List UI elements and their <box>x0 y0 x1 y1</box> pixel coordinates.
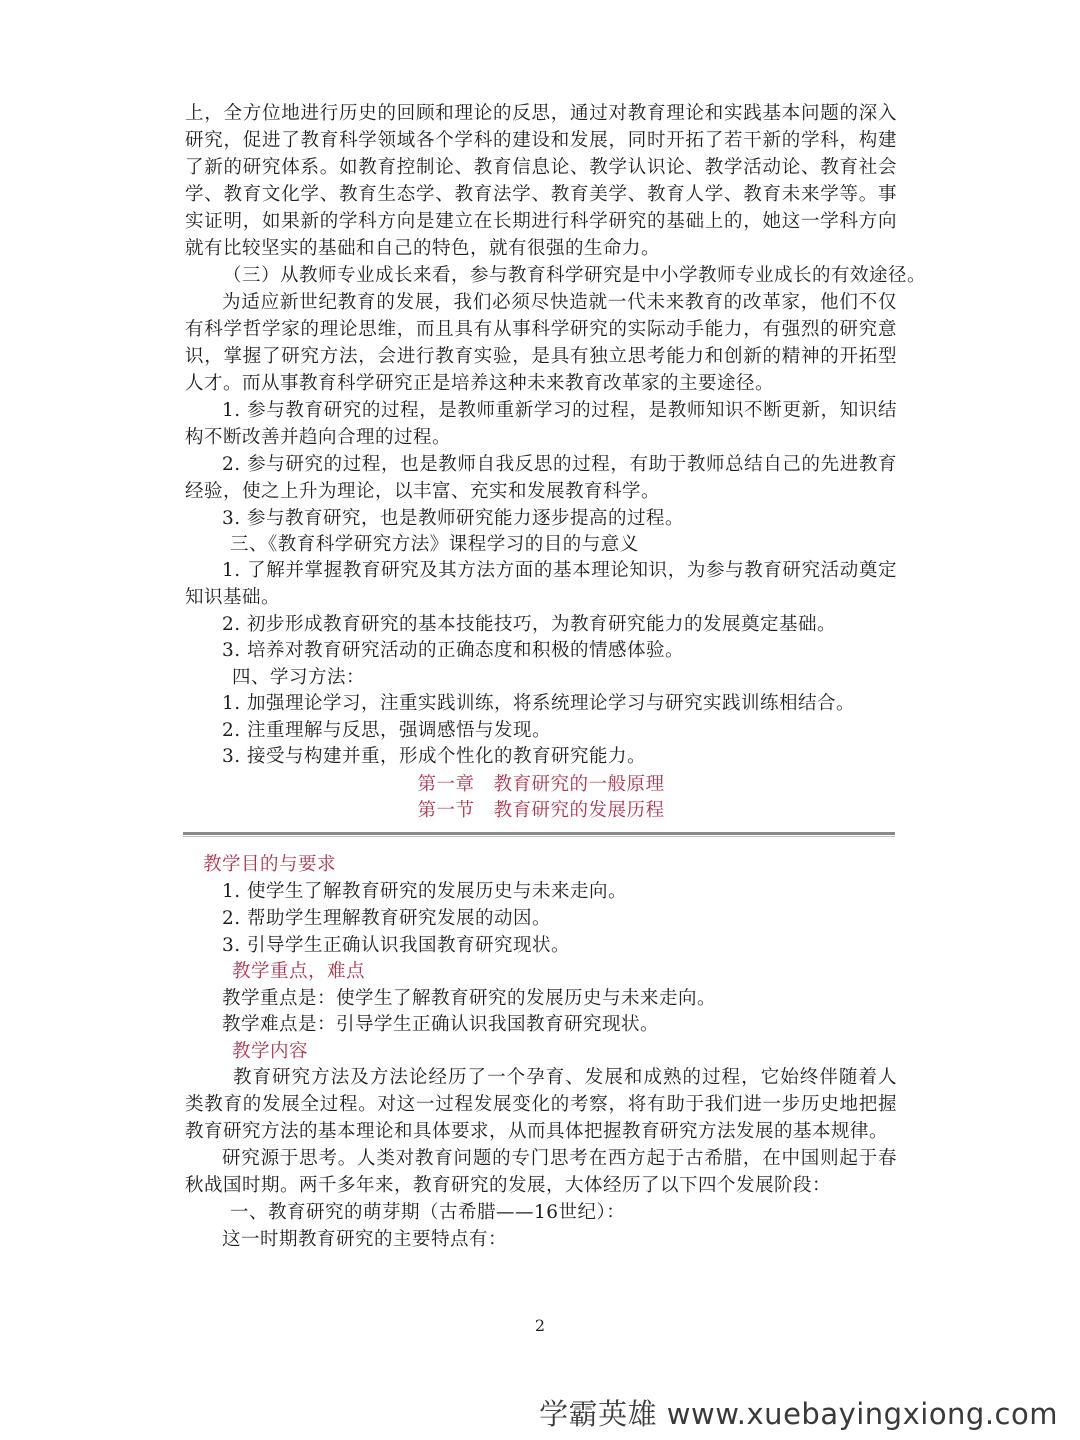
content-paragraph-1: 教育研究方法及方法论经历了一个孕育、发展和成熟的过程，它始终伴随着人类教育的发展全过程。对这一过程发展变化的考察，将有助于我们进一步历史地把握教育研究方法的基本理论和具体要求，从而具体把握教育研究方法发展的基本规律。 <box>185 1067 897 1142</box>
section-divider-shadow <box>183 836 895 837</box>
stage-one-intro: 这一时期教育研究的主要特点有： <box>222 1229 508 1250</box>
goal-2: 2. 帮助学生理解教育研究发展的动因。 <box>222 908 552 929</box>
section-three-paragraph: 为适应新世纪教育的发展，我们必须尽快造就一代未来教育的改革家，他们不仅有科学哲学家的理论思维，而且具有从事科学研究的实际动手能力，有强烈的研究意识，掌握了研究方法，会进行教育实验，是具有独立思考能力和创新的精神的开拓型人才。而从事教育科学研究正是培养这种未来教育改革家的主要途径。 <box>185 292 897 394</box>
watermark: 学霸英雄 www.xuebayingxiong.com <box>539 1397 1058 1431</box>
section-three-point-2: 2. 参与研究的过程，也是教师自我反思的过程，有助于教师总结自己的先进教育经验，使之上升为理论，以丰富、充实和发展教育科学。 <box>185 454 897 502</box>
content-heading: 教学内容 <box>232 1041 309 1062</box>
course-point-1: 1. 了解并掌握教育研究及其方法方面的基本理论知识，为参与教育研究活动奠定知识基础。 <box>185 560 897 608</box>
method-point-3: 3. 接受与构建并重，形成个性化的教育研究能力。 <box>222 746 647 767</box>
method-point-2: 2. 注重理解与反思，强调感悟与发现。 <box>222 720 552 741</box>
section-three-point-3: 3. 参与教育研究，也是教师研究能力逐步提高的过程。 <box>222 508 685 529</box>
course-point-3: 3. 培养对教育研究活动的正确态度和积极的情感体验。 <box>222 640 685 661</box>
course-heading: 三、《教育科学研究方法》课程学习的目的与意义 <box>230 534 639 555</box>
difficult-point: 教学难点是：引导学生正确认识我国教育研究现状。 <box>222 1014 660 1035</box>
top-paragraph: 上，全方位地进行历史的回顾和理论的反思，通过对教育理论和实践基本问题的深入研究，促进了教育科学领域各个学科的建设和发展，同时开拓了若干新的学科，构建了新的研究体系。如教育控制论、教育信息论、教学认识论、教学活动论、教育社会学、教育文化学、教育生态学、教育法学、教育美学、教育人学、教育未来学等。事实证明，如果新的学科方向是建立在长期进行科学研究的基础上的，她这一学科方向就有比较坚实的基础和自己的特色，就有很强的生命力。 <box>185 103 897 259</box>
key-point: 教学重点是：使学生了解教育研究的发展历史与未来走向。 <box>222 988 717 1009</box>
page-number: 2 <box>534 1316 546 1335</box>
content-paragraph-2: 研究源于思考。人类对教育问题的专门思考在西方起于古希腊，在中国则起于春秋战国时期。两千多年来，教育研究的发展，大体经历了以下四个发展阶段： <box>185 1148 897 1196</box>
method-heading: 四、学习方法： <box>232 667 366 688</box>
goal-3: 3. 引导学生正确认识我国教育研究现状。 <box>222 935 571 956</box>
section-divider <box>183 832 895 835</box>
goal-1: 1. 使学生了解教育研究的发展历史与未来走向。 <box>222 881 628 902</box>
section-title: 第一节 教育研究的发展历程 <box>417 800 665 821</box>
section-three-point-1: 1. 参与教育研究的过程，是教师重新学习的过程，是教师知识不断更新，知识结构不断改善并趋向合理的过程。 <box>185 400 897 448</box>
course-point-2: 2. 初步形成教育研究的基本技能技巧，为教育研究能力的发展奠定基础。 <box>222 614 837 635</box>
method-point-1: 1. 加强理论学习，注重实践训练，将系统理论学习与研究实践训练相结合。 <box>222 693 856 714</box>
goals-heading: 教学目的与要求 <box>203 854 337 875</box>
key-heading: 教学重点，难点 <box>232 961 366 982</box>
section-three-heading: （三）从教师专业成长来看，参与教育科学研究是中小学教师专业成长的有效途径。 <box>223 265 927 286</box>
chapter-title: 第一章 教育研究的一般原理 <box>417 774 665 795</box>
stage-one-heading: 一、教育研究的萌芽期（古希腊——16世纪）： <box>230 1202 626 1223</box>
